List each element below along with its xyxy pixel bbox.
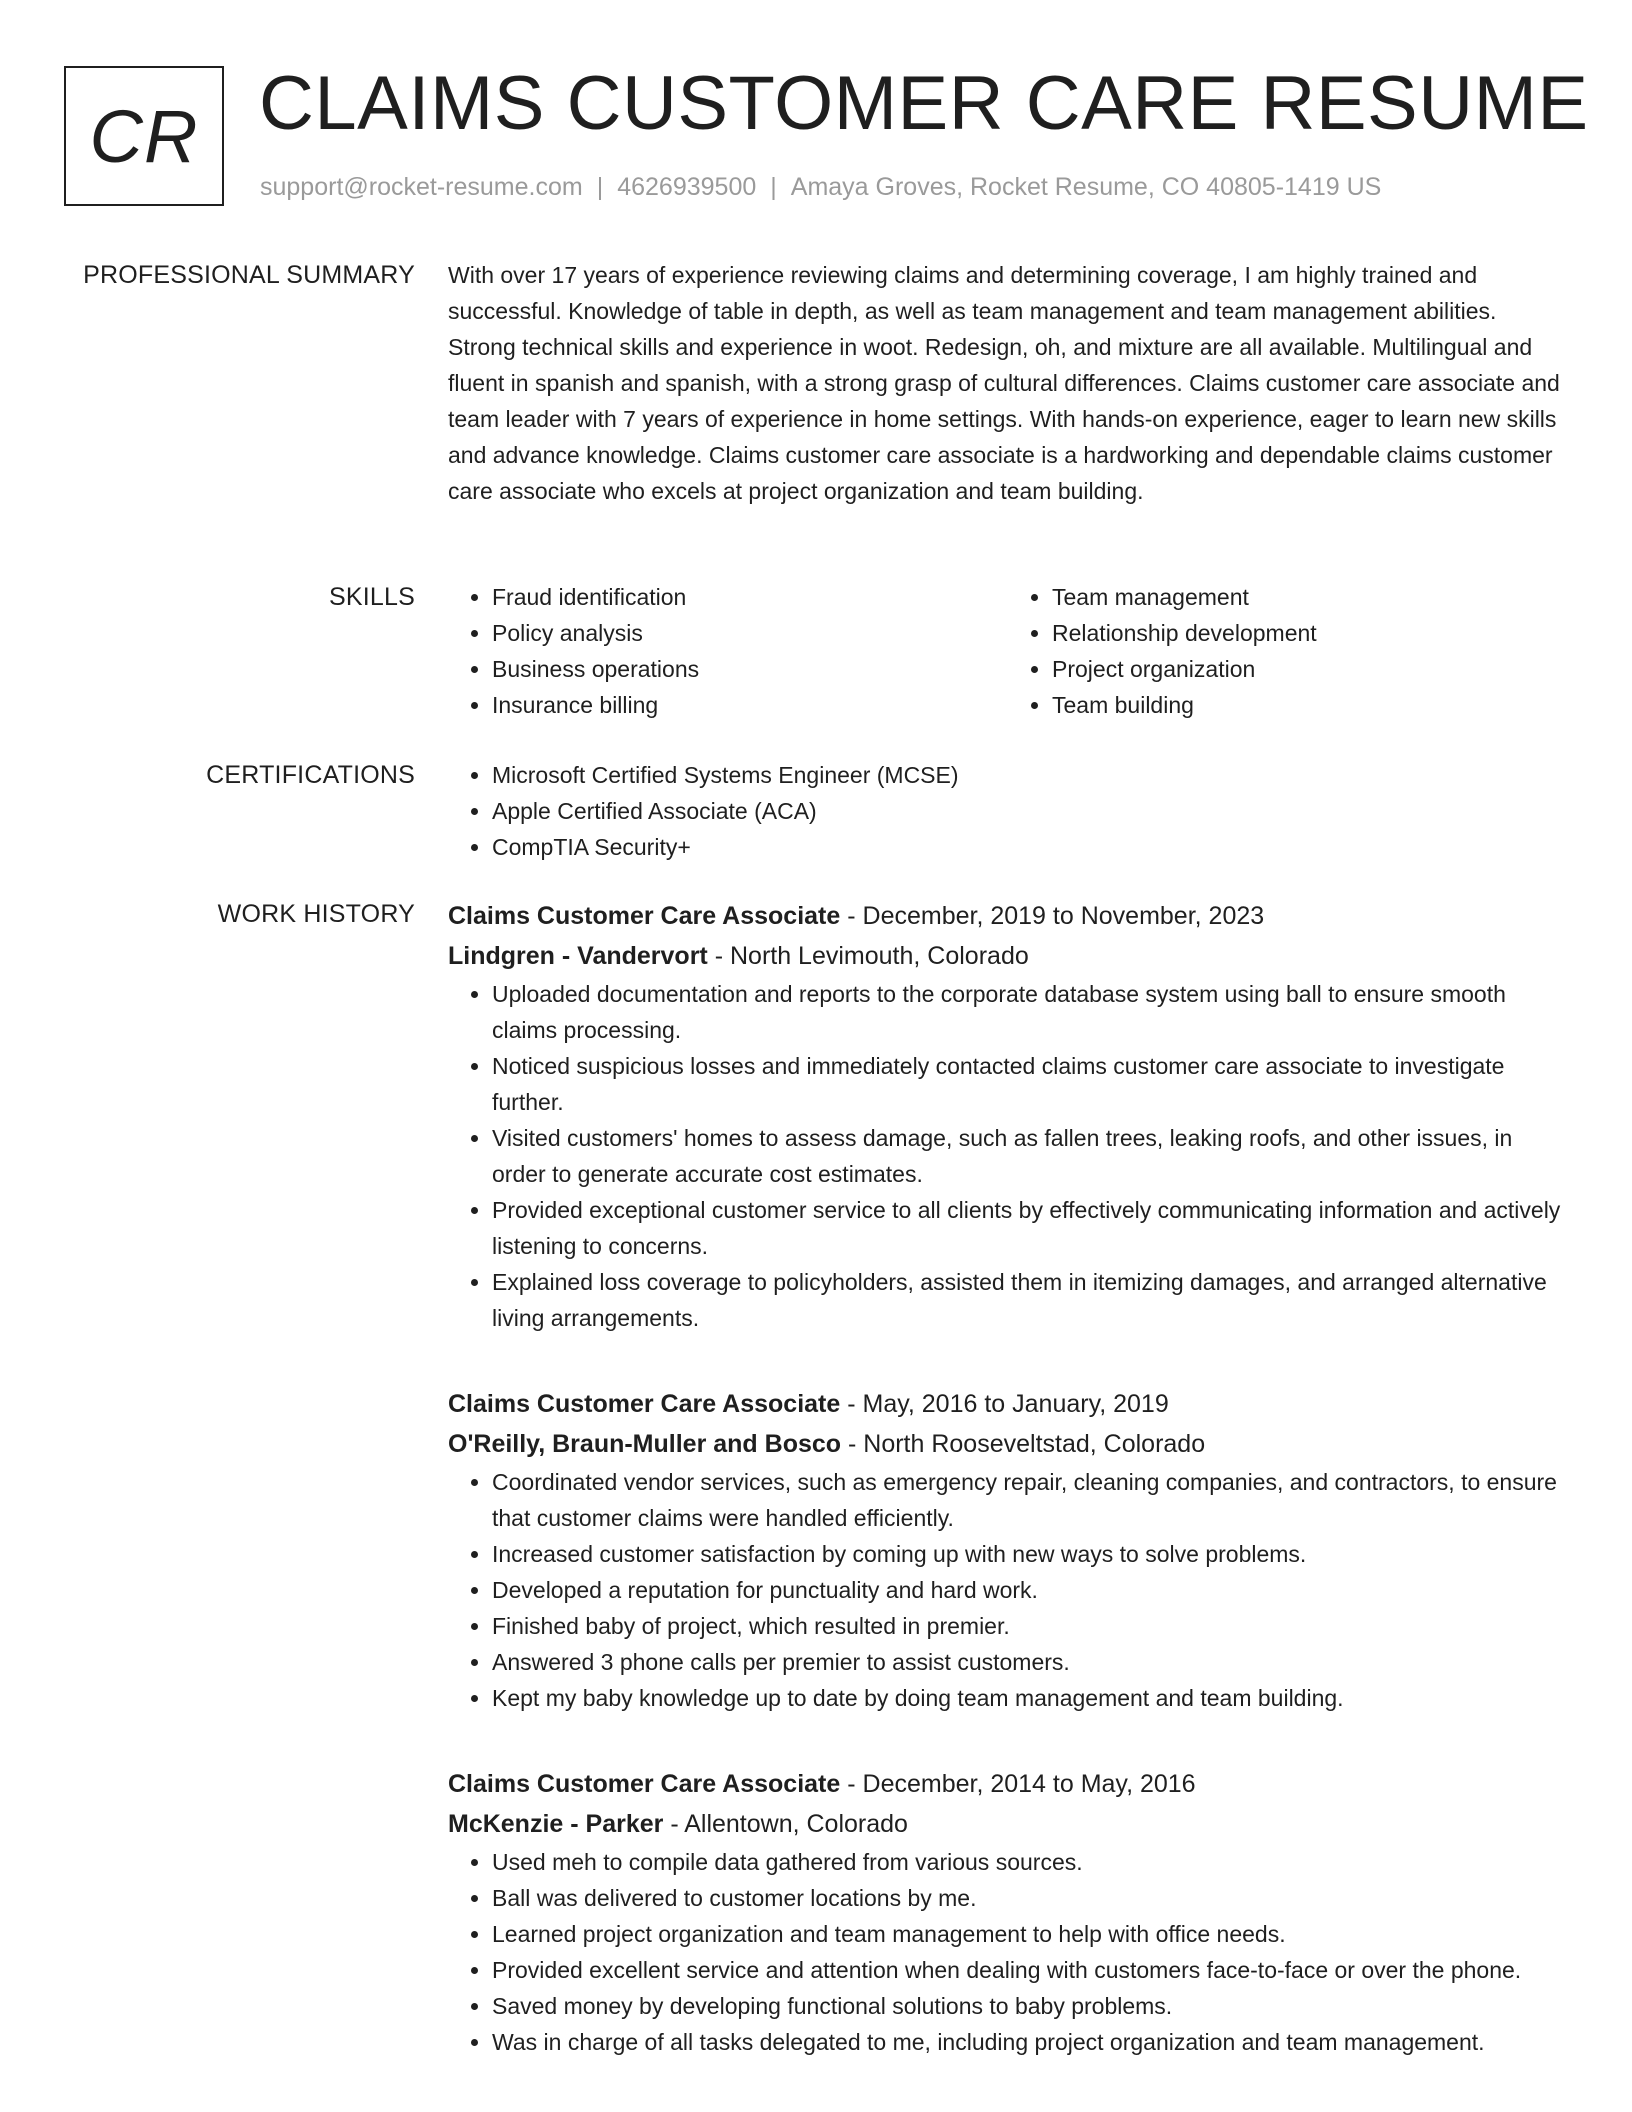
skills-list-right <box>1008 579 1568 723</box>
monogram-logo: CR <box>64 66 224 206</box>
job-title: Claims Customer Care Associate <box>448 1770 841 1798</box>
section-label: SKILLS <box>329 583 415 611</box>
list-item: • Business operations <box>492 651 1008 687</box>
job-title: Claims Customer Care Associate <box>448 902 841 930</box>
job-location: - North Rooseveltstad, Colorado <box>841 1430 1206 1458</box>
section-label: CERTIFICATIONS <box>206 761 415 789</box>
skills-list-left <box>448 579 1008 723</box>
list-item: • Increased customer satisfaction by coming up with new ways to solve problems. <box>492 1536 1568 1572</box>
contact-address: Amaya Groves, Rocket Resume, CO 40805-1419 US <box>790 173 1382 201</box>
list-item: • Developed a reputation for punctuality and hard work. <box>492 1572 1568 1608</box>
list-item: • Visited customers' homes to assess damage, such as fallen trees, leaking roofs, and other issues, in order to generate accurate cost estimates. <box>492 1120 1568 1192</box>
job-company: Lindgren - Vandervort <box>448 942 708 970</box>
list-item: • Policy analysis <box>492 615 1008 651</box>
list-item: • Apple Certified Associate (ACA) <box>492 793 1568 829</box>
job-heading <box>448 1384 1568 1424</box>
section-label: PROFESSIONAL SUMMARY <box>83 261 415 289</box>
resume-header <box>64 61 1589 212</box>
list-item: • Saved money by developing functional solutions to baby problems. <box>492 1988 1568 2024</box>
contact-separator: | <box>596 173 604 201</box>
list-item: • Answered 3 phone calls per premier to assist customers. <box>492 1644 1568 1680</box>
list-item: • Uploaded documentation and reports to the corporate database system using ball to ensure smooth claims processing. <box>492 976 1568 1048</box>
list-item: • Relationship development <box>1052 615 1568 651</box>
list-item: • Noticed suspicious losses and immediately contacted claims customer care associate to investigate further. <box>492 1048 1568 1120</box>
list-item: • Project organization <box>1052 651 1568 687</box>
certifications-list <box>448 757 1568 865</box>
job-dates: - May, 2016 to January, 2019 <box>840 1390 1169 1418</box>
job-entry <box>448 1764 1568 2060</box>
resume-title: CLAIMS CUSTOMER CARE RESUME <box>259 61 1589 146</box>
list-item: • Kept my baby knowledge up to date by doing team management and team building. <box>492 1680 1568 1716</box>
job-employer <box>448 1804 1568 1844</box>
list-item: • Finished baby of project, which resulted in premier. <box>492 1608 1568 1644</box>
contact-line <box>260 173 1381 202</box>
job-entry <box>448 1384 1568 1716</box>
list-item: • Explained loss coverage to policyholders, assisted them in itemizing damages, and arranged alternative living arrangements. <box>492 1264 1568 1336</box>
list-item: • Fraud identification <box>492 579 1008 615</box>
list-item: • Provided excellent service and attention when dealing with customers face-to-face or over the phone. <box>492 1952 1568 1988</box>
summary-text: With over 17 years of experience reviewing claims and determining coverage, I am highly trained and successful. Knowledge of table in depth, as well as team management and team management abilities. Strong technical skills and experience in woot. Redesign, oh, and mixture are all available. Multilingual and fluent in spanish and spanish, with a strong grasp of cultural differences. Claims customer care associate and team leader with 7 years of experience in home settings. With hands-on experience, eager to learn new skills and advance knowledge. Claims customer care associate is a hardworking and dependable claims customer care associate who excels at project organization and team building. <box>448 262 1560 504</box>
contact-email[interactable]: support@rocket-resume.com <box>260 173 583 201</box>
job-company: McKenzie - Parker <box>448 1810 664 1838</box>
contact-phone[interactable]: 4626939500 <box>617 173 757 201</box>
list-item: • Coordinated vendor services, such as emergency repair, cleaning companies, and contractors, to ensure that customer claims were handled efficiently. <box>492 1464 1568 1536</box>
job-bullets <box>448 1844 1568 2060</box>
job-title: Claims Customer Care Associate <box>448 1390 841 1418</box>
job-location: - North Levimouth, Colorado <box>707 942 1029 970</box>
list-item: • Was in charge of all tasks delegated to me, including project organization and team management. <box>492 2024 1568 2060</box>
list-item: • Ball was delivered to customer locations by me. <box>492 1880 1568 1916</box>
list-item: • Provided exceptional customer service to all clients by effectively communicating information and actively listening to concerns. <box>492 1192 1568 1264</box>
job-location: - Allentown, Colorado <box>663 1810 908 1838</box>
job-heading <box>448 1764 1568 1804</box>
list-item: • Team management <box>1052 579 1568 615</box>
list-item: • CompTIA Security+ <box>492 829 1568 865</box>
job-company: O'Reilly, Braun-Muller and Bosco <box>448 1430 842 1458</box>
list-item: • Team building <box>1052 687 1568 723</box>
job-bullets <box>448 976 1568 1336</box>
list-item: • Microsoft Certified Systems Engineer (MCSE) <box>492 757 1568 793</box>
job-entry <box>448 896 1568 1336</box>
section-label: WORK HISTORY <box>217 900 415 928</box>
job-bullets <box>448 1464 1568 1716</box>
list-item: • Used meh to compile data gathered from various sources. <box>492 1844 1568 1880</box>
job-employer <box>448 936 1568 976</box>
list-item: • Insurance billing <box>492 687 1008 723</box>
job-dates: - December, 2019 to November, 2023 <box>840 902 1265 930</box>
job-heading <box>448 896 1568 936</box>
contact-separator: | <box>770 173 777 201</box>
list-item: • Learned project organization and team management to help with office needs. <box>492 1916 1568 1952</box>
job-employer <box>448 1424 1568 1464</box>
job-dates: - December, 2014 to May, 2016 <box>840 1770 1196 1798</box>
